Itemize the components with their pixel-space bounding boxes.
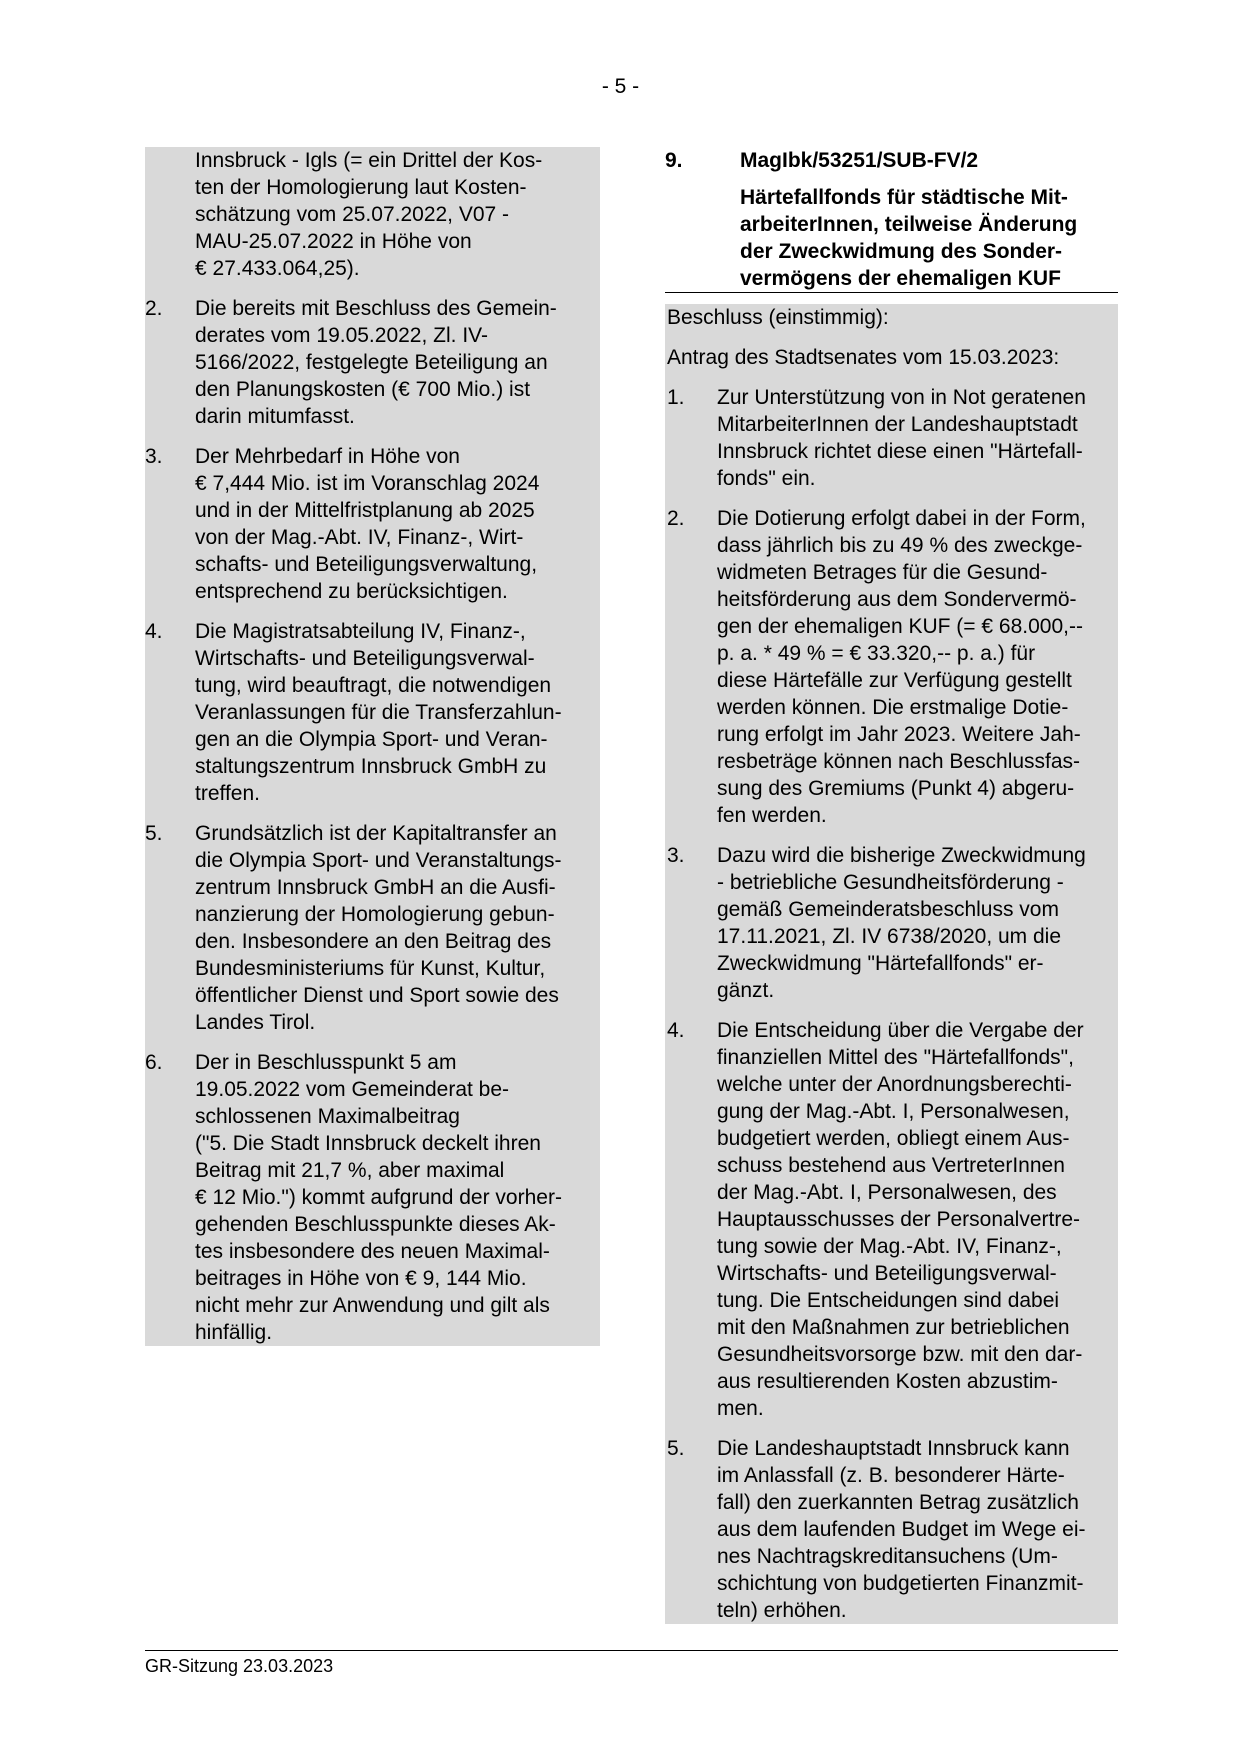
text-line: fonds" ein.: [717, 467, 816, 490]
text-line: tung sowie der Mag.-Abt. IV, Finanz-,: [717, 1235, 1062, 1258]
text-line: Bundesministeriums für Kunst, Kultur,: [195, 957, 546, 980]
item-number: 3.: [667, 844, 685, 867]
text-line: ten der Homologierung laut Kosten-: [195, 176, 527, 199]
right-column: [665, 147, 1118, 1624]
item-number: 5.: [145, 822, 163, 845]
text-line: welche unter der Anordnungsberechti-: [717, 1073, 1072, 1096]
text-line: widmeten Betrages für die Gesund-: [717, 561, 1048, 584]
list-item: [145, 295, 600, 430]
motion-label: Antrag des Stadtsenates vom 15.03.2023:: [667, 346, 1060, 369]
text-line: Der in Beschlusspunkt 5 am: [195, 1051, 457, 1074]
text-line: schafts- und Beteiligungsverwaltung,: [195, 553, 538, 576]
text-line: nanzierung der Homologierung gebun-: [195, 903, 555, 926]
text-line: 19.05.2022 vom Gemeinderat be-: [195, 1078, 510, 1101]
list-item: [665, 1017, 1118, 1422]
text-line: die Olympia Sport- und Veranstaltungs-: [195, 849, 562, 872]
text-line: Landes Tirol.: [195, 1011, 316, 1034]
text-line: budgetiert werden, obliegt einem Aus-: [717, 1127, 1070, 1150]
text-line: Gesundheitsvorsorge bzw. mit den dar-: [717, 1343, 1083, 1366]
text-line: Die Entscheidung über die Vergabe der: [717, 1019, 1084, 1042]
text-line: Die Dotierung erfolgt dabei in der Form,: [717, 507, 1086, 530]
text-line: schätzung vom 25.07.2022, V07 -: [195, 203, 510, 226]
text-line: öffentlicher Dienst und Sport sowie des: [195, 984, 559, 1007]
item-number: 6.: [145, 1051, 163, 1074]
title-line: der Zweckwidmung des Sonder-: [740, 240, 1063, 263]
text-line: Veranlassungen für die Transferzahlun-: [195, 701, 562, 724]
title-line: Härtefallfonds für städtische Mit-: [740, 186, 1068, 209]
text-line: 5166/2022, festgelegte Beteiligung an: [195, 351, 548, 374]
text-line: treffen.: [195, 782, 260, 805]
text-line: Der Mehrbedarf in Höhe von: [195, 445, 460, 468]
text-line: € 7,444 Mio. ist im Voranschlag 2024: [195, 472, 540, 495]
agenda-title: [740, 184, 1118, 292]
list-item: [665, 384, 1118, 492]
item-number: 4.: [667, 1019, 685, 1042]
text-line: nicht mehr zur Anwendung und gilt als: [195, 1294, 550, 1317]
text-line: resbeträge können nach Beschlussfas-: [717, 750, 1081, 773]
title-line: arbeiterInnen, teilweise Änderung: [740, 213, 1078, 236]
text-line: den. Insbesondere an den Beitrag des: [195, 930, 552, 953]
text-line: und in der Mittelfristplanung ab 2025: [195, 499, 535, 522]
text-line: Wirtschafts- und Beteiligungsverwal-: [717, 1262, 1057, 1285]
text-line: gen an die Olympia Sport- und Veran-: [195, 728, 548, 751]
text-line: ("5. Die Stadt Innsbruck deckelt ihren: [195, 1132, 541, 1155]
text-line: Beitrag mit 21,7 %, aber maximal: [195, 1159, 505, 1182]
text-line: gemäß Gemeinderatsbeschluss vom: [717, 898, 1059, 921]
text-line: schlossenen Maximalbeitrag: [195, 1105, 460, 1128]
text-line: heitsförderung aus dem Sondervermö-: [717, 588, 1077, 611]
list-item: [145, 618, 600, 807]
list-item: [665, 1435, 1118, 1624]
left-column-resolution: [145, 147, 600, 1346]
text-line: rung erfolgt im Jahr 2023. Weitere Jah-: [717, 723, 1081, 746]
page-number: - 5 -: [601, 75, 640, 98]
list-item: [145, 443, 600, 605]
text-line: mit den Maßnahmen zur betrieblichen: [717, 1316, 1070, 1339]
text-line: finanziellen Mittel des "Härtefallfonds",: [717, 1046, 1074, 1069]
item-number: 1.: [667, 386, 685, 409]
text-line: Innsbruck richtet diese einen "Härtefall-: [717, 440, 1083, 463]
text-line: hinfällig.: [195, 1321, 273, 1344]
text-line: fen werden.: [717, 804, 827, 827]
text-line: Die bereits mit Beschluss des Gemein-: [195, 297, 557, 320]
footer-divider: [145, 1650, 1118, 1651]
continuation-text: [145, 147, 600, 282]
text-line: Zweckwidmung "Härtefallfonds" er-: [717, 952, 1044, 975]
text-line: zentrum Innsbruck GmbH an die Ausfi-: [195, 876, 556, 899]
text-line: MitarbeiterInnen der Landeshauptstadt: [717, 413, 1078, 436]
text-line: Grundsätzlich ist der Kapitaltransfer an: [195, 822, 557, 845]
text-line: gänzt.: [717, 979, 775, 1002]
text-line: Dazu wird die bisherige Zweckwidmung: [717, 844, 1086, 867]
item-number: 4.: [145, 620, 163, 643]
text-line: aus resultierenden Kosten abzustim-: [717, 1370, 1058, 1393]
agenda-heading: [665, 147, 1118, 292]
text-line: tung. Die Entscheidungen sind dabei: [717, 1289, 1060, 1312]
text-line: € 12 Mio.") kommt aufgrund der vorher-: [195, 1186, 562, 1209]
text-line: gung der Mag.-Abt. I, Personalwesen,: [717, 1100, 1070, 1123]
text-line: gehenden Beschlusspunkte dieses Ak-: [195, 1213, 556, 1236]
text-line: derates vom 19.05.2022, Zl. IV-: [195, 324, 488, 347]
text-line: Die Landeshauptstadt Innsbruck kann: [717, 1437, 1070, 1460]
text-line: aus dem laufenden Budget im Wege ei-: [717, 1518, 1086, 1541]
text-line: € 27.433.064,25).: [195, 257, 360, 280]
text-line: beitrages in Höhe von € 9, 144 Mio.: [195, 1267, 527, 1290]
text-line: Die Magistratsabteilung IV, Finanz-,: [195, 620, 526, 643]
list-item: [145, 1049, 600, 1346]
list-item: [665, 505, 1118, 829]
text-line: 17.11.2021, Zl. IV 6738/2020, um die: [717, 925, 1062, 948]
item-number: 5.: [667, 1437, 685, 1460]
text-line: staltungszentrum Innsbruck GmbH zu: [195, 755, 547, 778]
agenda-number: 9.: [665, 149, 683, 172]
text-line: schichtung von budgetierten Finanzmit-: [717, 1572, 1084, 1595]
text-line: dass jährlich bis zu 49 % des zweckge-: [717, 534, 1083, 557]
text-line: von der Mag.-Abt. IV, Finanz-, Wirt-: [195, 526, 524, 549]
text-line: tes insbesondere des neuen Maximal-: [195, 1240, 550, 1263]
text-line: p. a. * 49 % = € 33.320,-- p. a.) für: [717, 642, 1036, 665]
footer-text: GR-Sitzung 23.03.2023: [145, 1656, 334, 1676]
text-line: Zur Unterstützung von in Not geratenen: [717, 386, 1086, 409]
text-line: gen der ehemaligen KUF (= € 68.000,--: [717, 615, 1083, 638]
text-line: schuss bestehend aus VertreterInnen: [717, 1154, 1065, 1177]
text-line: teln) erhöhen.: [717, 1599, 847, 1622]
text-line: MAU-25.07.2022 in Höhe von: [195, 230, 472, 253]
text-line: im Anlassfall (z. B. besonderer Härte-: [717, 1464, 1065, 1487]
text-line: der Mag.-Abt. I, Personalwesen, des: [717, 1181, 1057, 1204]
title-line: vermögens der ehemaligen KUF: [740, 267, 1061, 290]
list-item: [145, 820, 600, 1036]
text-line: nes Nachtragskreditansuchens (Um-: [717, 1545, 1058, 1568]
text-line: Innsbruck - Igls (= ein Drittel der Kos-: [195, 149, 543, 172]
text-line: entsprechend zu berücksichtigen.: [195, 580, 508, 603]
text-line: werden können. Die erstmalige Dotie-: [717, 696, 1069, 719]
item-number: 2.: [667, 507, 685, 530]
text-line: darin mitumfasst.: [195, 405, 355, 428]
text-line: diese Härtefälle zur Verfügung gestellt: [717, 669, 1072, 692]
list-item: [665, 842, 1118, 1004]
text-line: tung, wird beauftragt, die notwendigen: [195, 674, 552, 697]
item-number: 3.: [145, 445, 163, 468]
right-column-resolution: [665, 304, 1118, 1624]
decision-label: Beschluss (einstimmig):: [667, 306, 889, 329]
text-line: sung des Gremiums (Punkt 4) abgeru-: [717, 777, 1075, 800]
text-line: den Planungskosten (€ 700 Mio.) ist: [195, 378, 531, 401]
agenda-code: MagIbk/53251/SUB-FV/2: [740, 149, 979, 172]
text-line: - betriebliche Gesundheitsförderung -: [717, 871, 1064, 894]
text-line: Wirtschafts- und Beteiligungsverwal-: [195, 647, 535, 670]
text-line: fall) den zuerkannten Betrag zusätzlich: [717, 1491, 1079, 1514]
text-line: men.: [717, 1397, 764, 1420]
item-number: 2.: [145, 297, 163, 320]
text-line: Hauptausschusses der Personalvertre-: [717, 1208, 1081, 1231]
